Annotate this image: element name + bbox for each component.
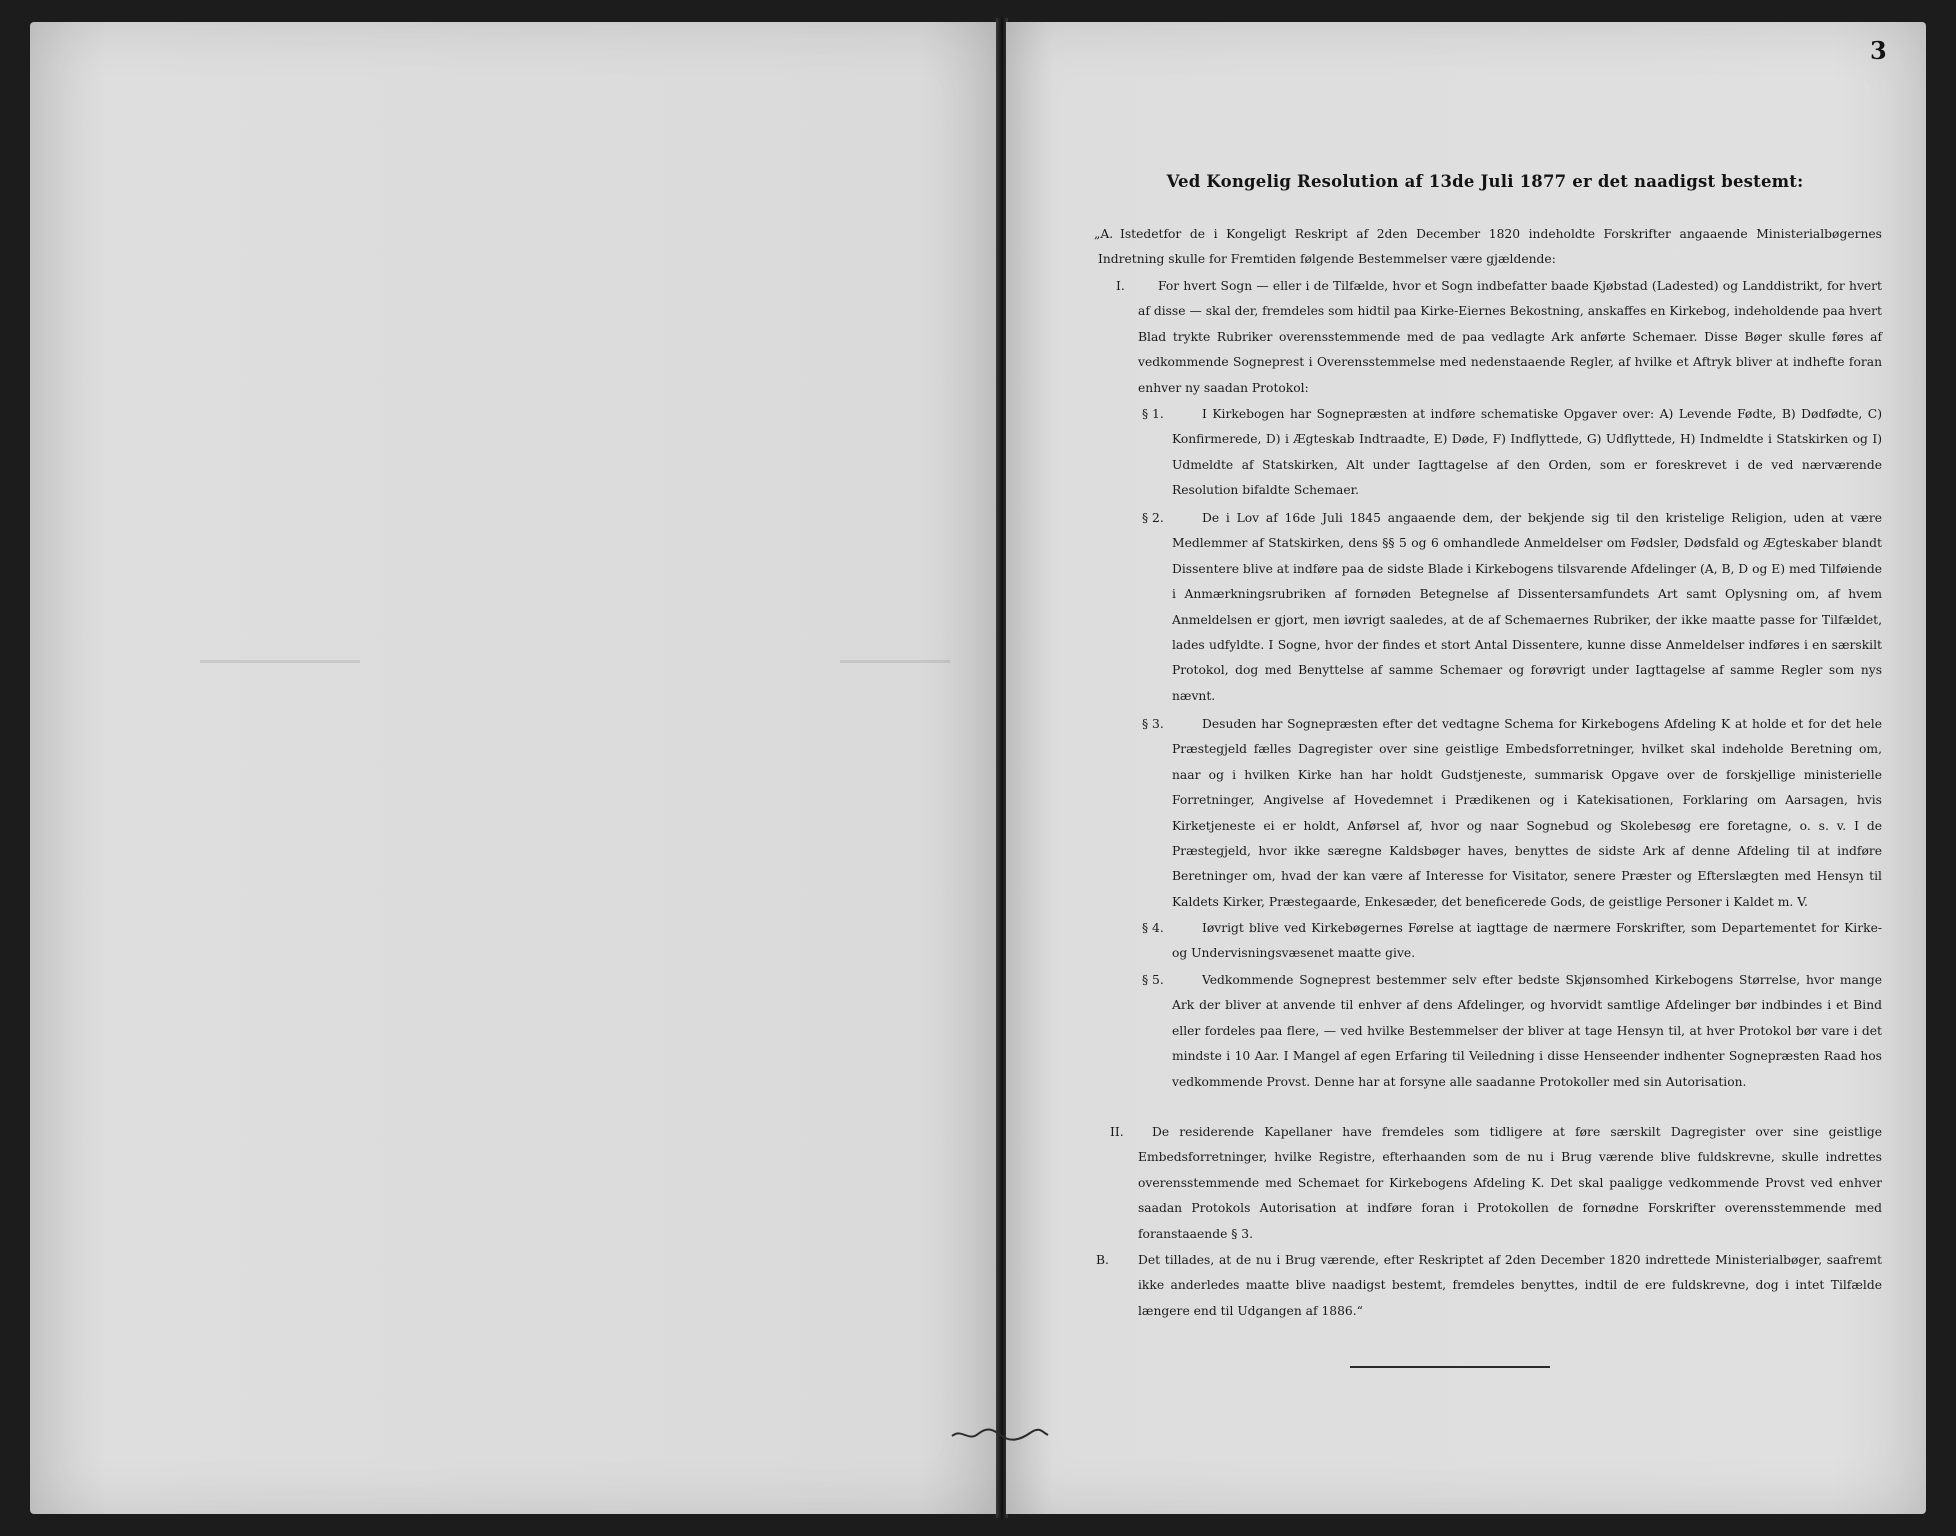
section-b	[1096, 1248, 1882, 1324]
paragraph-text: Iøvrigt blive ved Kirkebøgernes Førelse at iagttage de nærmere Forskrifter, som Departementet for Kirke- og Undervisningsvæsenet maatte give.	[1172, 921, 1882, 961]
paragraph-2	[1142, 506, 1882, 709]
page-number: 3	[1870, 36, 1887, 65]
bleed-through-mark	[840, 660, 950, 663]
ink-mark	[950, 1424, 1050, 1444]
paragraph-label: § 5.	[1142, 973, 1164, 987]
section-a	[1094, 222, 1882, 273]
paragraph-5	[1142, 968, 1882, 1095]
paragraph-label: § 4.	[1142, 921, 1164, 935]
paragraph-text: De i Lov af 16de Juli 1845 angaaende dem, der bekjende sig til den kristelige Religion, uden at være Medlemmer af Statskirken, dens §§ 5 og 6 omhandlede Anmeldelser om Fødsler, Dødsfald og Ægteskaber blandt Dissentere blive at indføre paa de sidste Blade i Kirkebogens tilsvarende Afdelinger (A, B, D og E) med Tilføiende i Anmærkningsrubriken af fornøden Betegnelse af Dissentersamfundets Art samt Oplysning om, af hvem Anmeldelsen er gjort, men iøvrigt saaledes, at de af Schemaernes Rubriker, der ikke maatte passe for Tilfældet, lades udfyldte. I Sogne, hvor der findes et stort Antal Dissentere, kunne disse Anmeldelser indføres i en særskilt Protokol, dog med Benyttelse af samme Schemaer og forøvrigt under Iagttagelse af samme Regler som nys nævnt.	[1172, 511, 1882, 703]
section-a-text: Istedetfor de i Kongeligt Reskript af 2den December 1820 indeholdte Forskrifter angaaende Ministerialbøgernes Indretning skulle for Fremtiden følgende Bestemmelser være gjældende:	[1098, 227, 1882, 267]
section-i-label: I.	[1116, 279, 1125, 293]
section-b-text: Det tillades, at de nu i Brug værende, efter Reskriptet af 2den December 1820 indrettede Ministerialbøger, saafremt ikke anderledes maatte blive naadigst bestemt, fremdeles benyttes, indtil de ere fuldskrevne, dog i intet Tilfælde længere end til Udgangen af 1886.“	[1138, 1253, 1882, 1318]
paragraph-text: Vedkommende Sogneprest bestemmer selv efter bedste Skjønsomhed Kirkebogens Størrelse, hvor mange Ark der bliver at anvende til enhver af dens Afdelinger, og hvorvidt samtlige Afdelinger bør indbindes i et Bind eller fordeles paa flere, — ved hvilke Bestemmelser der bliver at tage Hensyn til, at hver Protokol bør vare i det mindste i 10 Aar. I Mangel af egen Erfaring til Veiledning i disse Henseender indhenter Sognepræsten Raad hos vedkommende Provst. Denne har at forsyne alle saadanne Protokoller med sin Autorisation.	[1172, 973, 1882, 1089]
left-page	[30, 22, 998, 1514]
section-ii-label: II.	[1110, 1125, 1124, 1139]
closing-rule	[1350, 1366, 1550, 1368]
section-i-text: For hvert Sogn — eller i de Tilfælde, hvor et Sogn indbefatter baade Kjøbstad (Ladested) og Landdistrikt, for hvert af disse — skal der, fremdeles som hidtil paa Kirke-Eiernes Bekostning, anskaffes en Kirkebog, indeholdende paa hvert Blad trykte Rubriker overensstemmende med de paa vedlagte Ark anførte Schemaer. Disse Bøger skulle føres af vedkommende Sogneprest i Overensstemmelse med nedenstaaende Regler, af hvilke et Aftryk bliver at indhefte foran enhver ny saadan Protokol:	[1138, 279, 1882, 395]
paragraph-label: § 1.	[1142, 407, 1164, 421]
section-i	[1116, 274, 1882, 401]
bleed-through-mark	[200, 660, 360, 663]
document-title: Ved Kongelig Resolution af 13de Juli 1877 er det naadigst bestemt:	[1166, 172, 1804, 191]
paragraph-text: I Kirkebogen har Sognepræsten at indføre schematiske Opgaver over: A) Levende Fødte, B) Dødfødte, C) Konfirmerede, D) i Ægteskab Indtraadte, E) Døde, F) Indflyttede, G) Udflyttede, H) Indmeldte i Statskirken og I) Udmeldte af Statskirken, Alt under Iagttagelse af den Orden, som er foreskrevet i de ved nærværende Resolution bifaldte Schemaer.	[1172, 407, 1882, 498]
section-ii-text: De residerende Kapellaner have fremdeles som tidligere at føre særskilt Dagregister over sine geistlige Embedsforretninger, hvilke Registre, efterhaanden som de nu i Brug værende blive fuldskrevne, skulle indrettes overensstemmende med Schemaet for Kirkebogens Afdeling K. Det skal paaligge vedkommende Provst ved enhver saadan Protokols Autorisation at indføre foran i Protokollen de fornødne Forskrifter overensstemmende med foranstaaende § 3.	[1138, 1125, 1882, 1241]
section-ii	[1110, 1120, 1882, 1247]
paragraph-label: § 3.	[1142, 717, 1164, 731]
paragraph-label: § 2.	[1142, 511, 1164, 525]
section-a-label: „A.	[1094, 227, 1114, 241]
paragraph-4	[1142, 916, 1882, 967]
section-b-label: B.	[1096, 1253, 1109, 1267]
paragraph-text: Desuden har Sognepræsten efter det vedtagne Schema for Kirkebogens Afdeling K at holde et for det hele Præstegjeld fælles Dagregister over sine geistlige Embedsforretninger, hvilket skal indeholde Beretning om, naar og i hvilken Kirke han har holdt Gudstjeneste, summarisk Opgave over de forskjellige ministerielle Forretninger, Angivelse af Hovedemnet i Prædikenen og i Katekisationen, Forklaring om Aarsagen, hvis Kirketjeneste ei er holdt, Anførsel af, hvor og naar Sognebud og Skolebesøg ere foretagne, o. s. v. I de Præstegjeld, hvor ikke særegne Kaldsbøger haves, benyttes de sidste Ark af denne Afdeling til at indføre Beretninger om, hvad der kan være af Interesse for Visitator, senere Præster og Efterslægten med Hensyn til Kaldets Kirker, Præstegaarde, Enkesæder, det beneficerede Gods, de geistlige Personer i Kaldet m. V.	[1172, 717, 1882, 909]
paragraph-1	[1142, 402, 1882, 504]
paragraph-3	[1142, 712, 1882, 915]
